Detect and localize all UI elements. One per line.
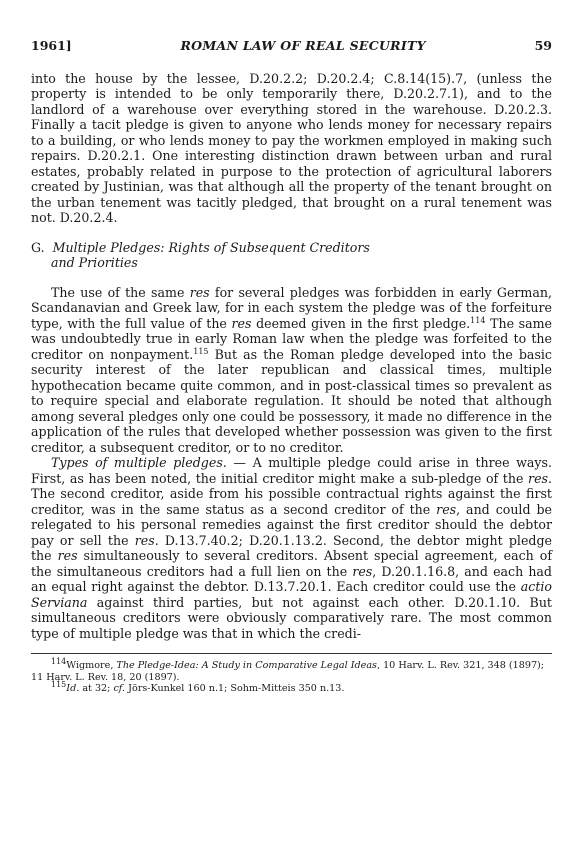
run-in-heading: Types of multiple pledges. (51, 455, 227, 470)
footnote-114: $^{114}$Wigmore, The Pledge-Idea: A Study in Comparative Legal Ideas, 10 Harv. L. Rev. 321, 348 (1897); 11 Harv. L. Rev. 18, 20 (1897). (31, 656, 545, 683)
footnote-115: $^{115}$Id. at 32; cf. Jörs-Kunkel 160 n.1; Sohm-Mitteis 350 n.13. (51, 679, 345, 694)
running-header (31, 38, 552, 54)
paragraph-multiple-pledges: The use of the same res for several pledges was forbidden in early German, Scandanavian and Greek law, for in each system the pledge was of the forfeiture type, with the full value of the res deemed given in the first pledge.$^{114}$ The same was undoubtedly true in early Roman law when the pledge was forfeited to the creditor on nonpayment.$^{115}$ But as the Roman pledge developed into the basic security interest of the later republican and classical times, multiple hypothecation became quite common, and in post-classical times so prevalent as to require special and elaborate regulation. It should be noted that although among several pledges only one could be possessory, it made no difference in the application of the rules that developed whether possession was given to the first creditor, a subsequent creditor, or to no creditor. (31, 284, 553, 455)
footnote-divider (31, 653, 552, 654)
paragraph-types-of-pledges: Types of multiple pledges. — A multiple pledge could arise in three ways. First, as has been noted, the initial creditor might make a sub-pledge of the res. The second creditor, aside from his possible contractual rights against the first creditor, was in the same status as a second creditor of the res, and could be relegated to his personal remedies against the first creditor should the debtor pay or sell the res. D.13.7.40.2; D.20.1.13.2. Second, the debtor might pledge the res simultaneously to several creditors. Absent special agreement, each of the simultaneous creditors had a full lien on the res, D.20.1.16.8, and each had an equal right against the debtor. D.13.7.20.1. Each creditor could use the actio Serviana against third parties, but not against each other. D.20.1.10. But simultaneous creditors were obviously comparatively rare. The most common type of multiple pledge was that in which the credi- (31, 455, 552, 641)
section-title-line1: Multiple Pledges: Rights of Subsequent Creditors (52, 239, 370, 255)
page-number: 59 (534, 38, 552, 53)
section-letter: G. (31, 239, 45, 255)
running-title: ROMAN LAW OF REAL SECURITY (180, 38, 426, 53)
volume-year: 1961] (31, 38, 72, 53)
section-title-line2: and Priorities (51, 255, 138, 270)
footnote-ref-115[interactable]: 115 (193, 346, 209, 356)
paragraph-continued: into the house by the lessee, D.20.2.2; D.20.2.4; C.8.14(15).7, (unless the property is intended to be only temporarily there, D.20.2.7.1), and to the landlord of a warehouse over everything stored in the warehouse. D.20.2.3. Finally a tacit pledge is given to anyone who lends money for necessary repairs to a building, or who lends money to pay the workmen employed in making such repairs. D.20.2.1. One interesting distinction drawn between urban and rural estates, probably related in purpose to the protection of agricultural laborers created by Justinian, was that although all the property of the tenant brought on the urban tenement was tacitly pledged, that brought on a rural tenement was not. D.20.2.4. (31, 70, 552, 225)
document-page (31, 38, 552, 695)
footnote-ref-114[interactable]: 114 (470, 315, 486, 325)
section-heading (31, 240, 552, 271)
